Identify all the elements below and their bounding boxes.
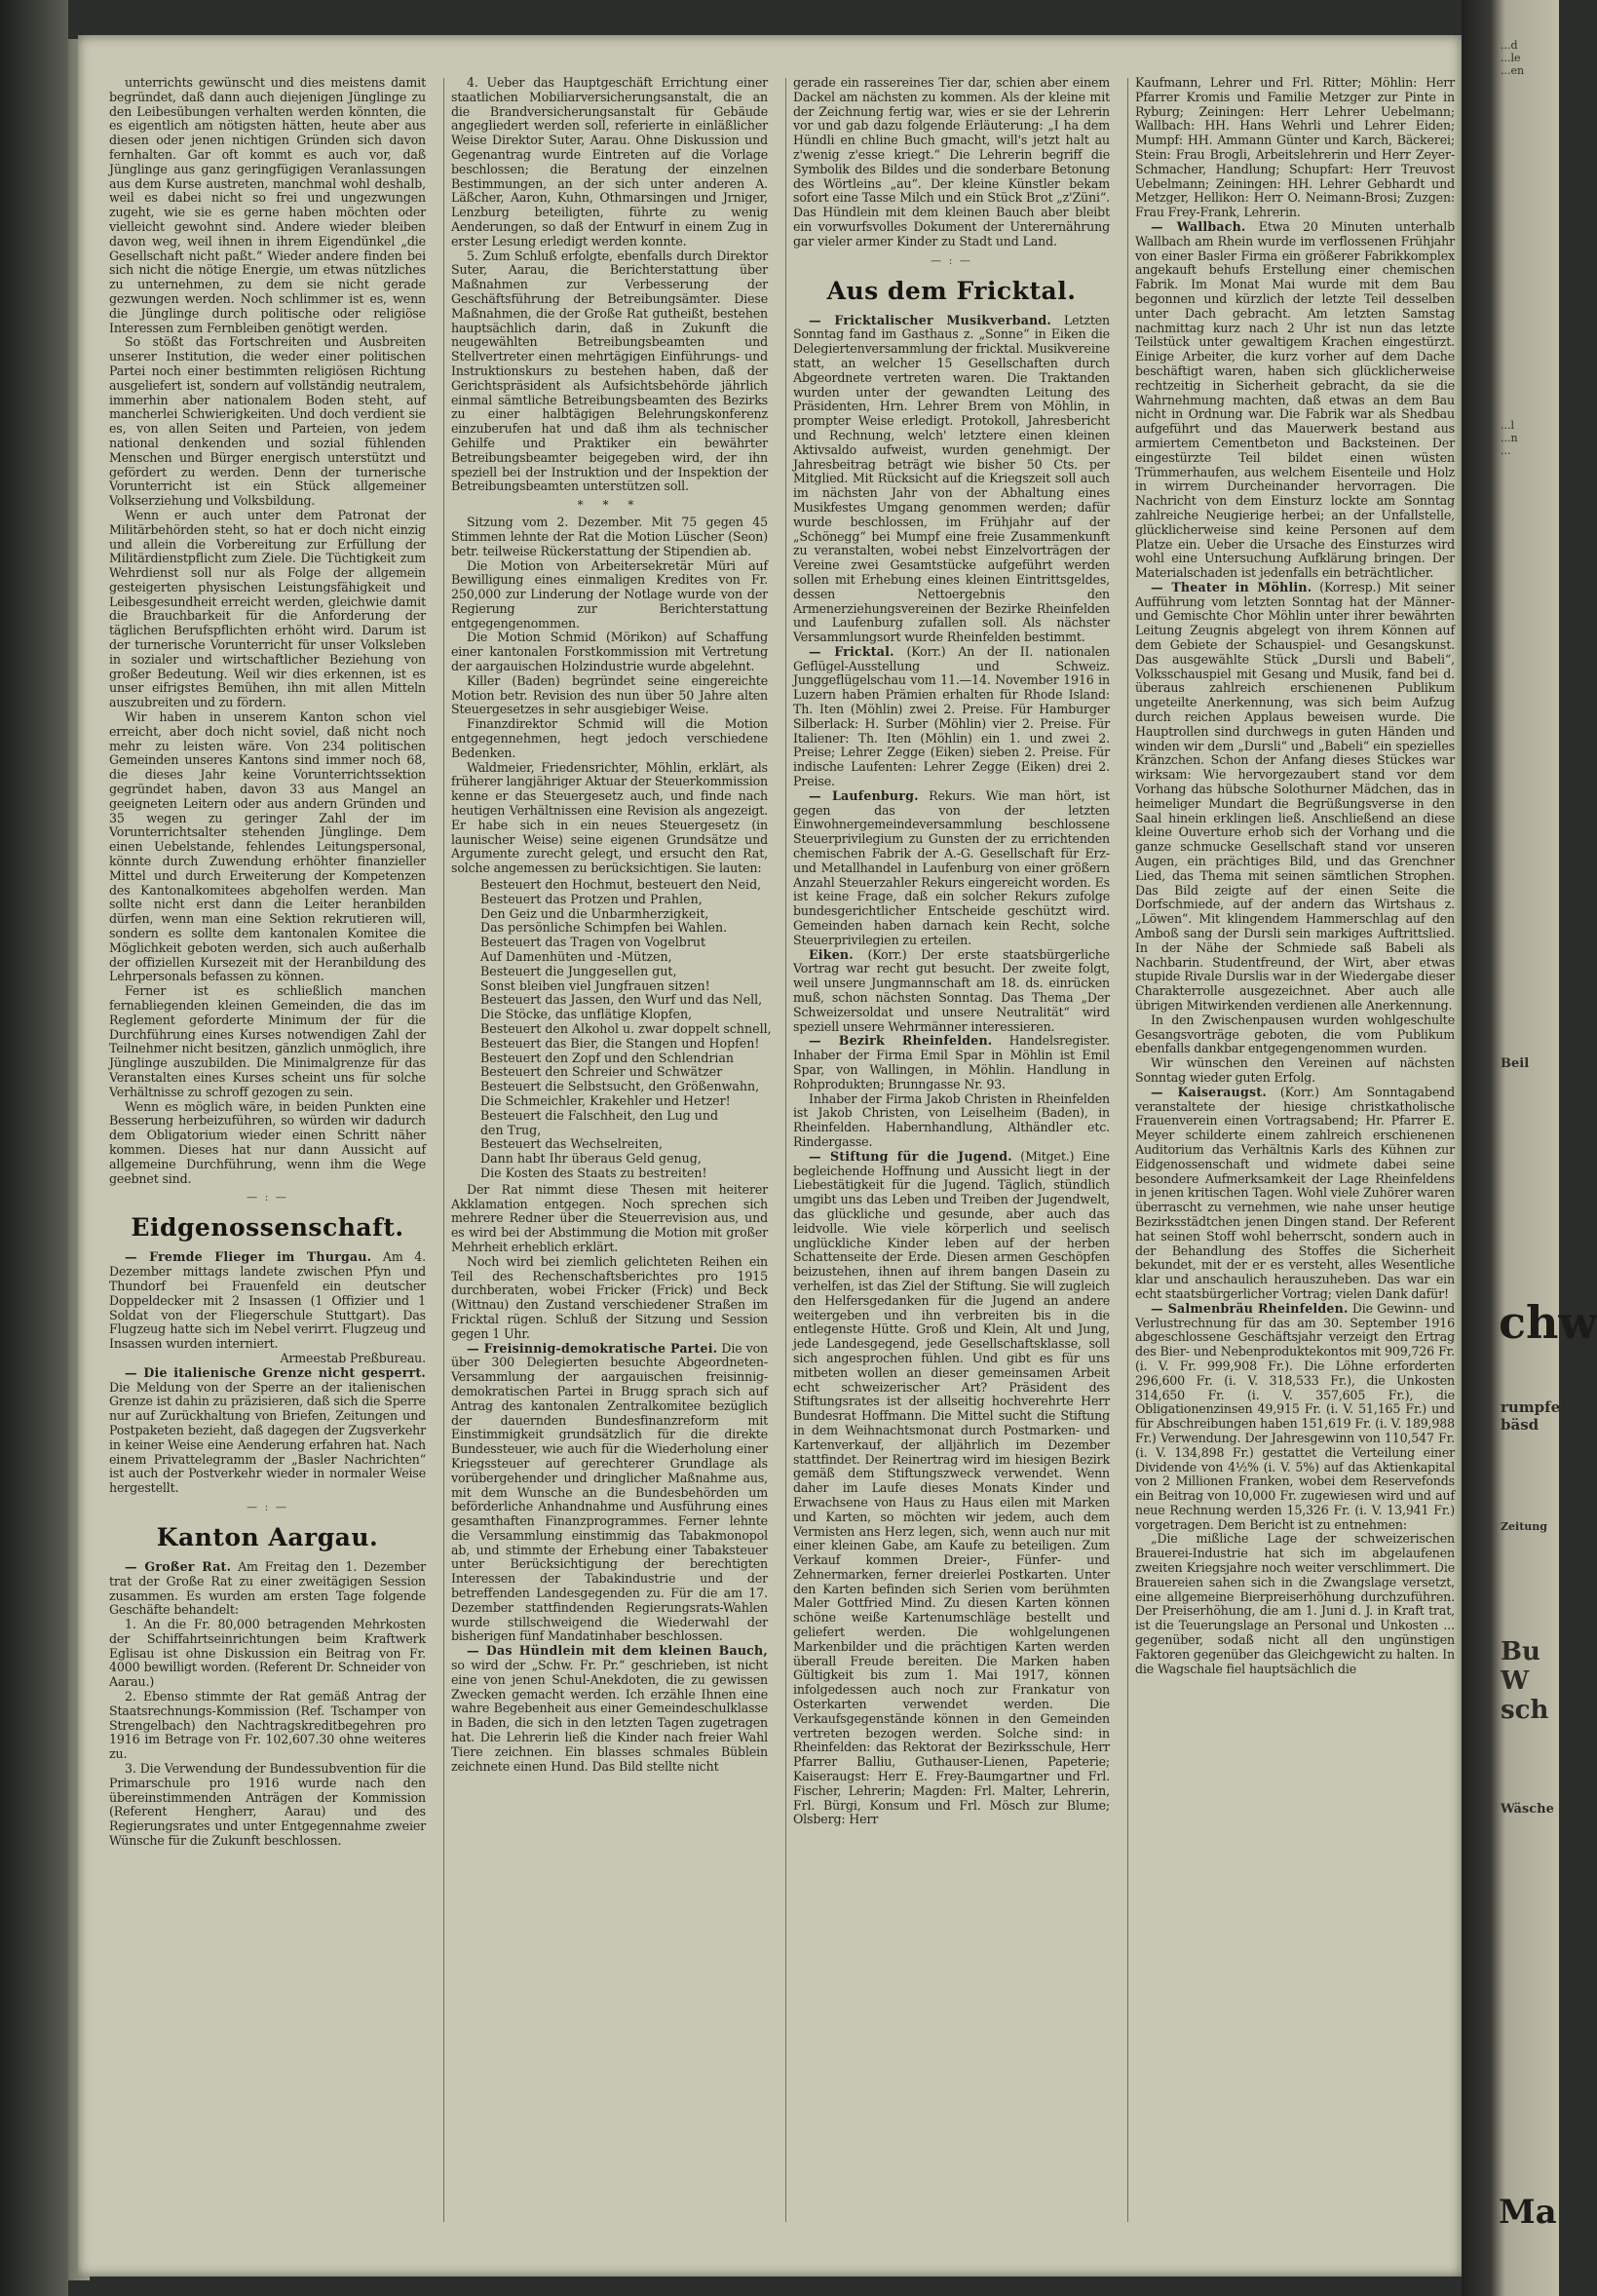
article-paragraph: Inhaber der Firma Jakob Christen in Rheinfelden ist Jakob Christen, von Leiselheim (Baden), in Rheinfelden. Habernhandlung, Althändler etc. Rindergasse. bbox=[793, 1091, 1110, 1149]
column-4 bbox=[1135, 76, 1455, 2235]
article-paragraph: Wenn er auch unter dem Patronat der Militärbehörden steht, so hat er doch nicht einzig und allein die Vorbereitung zur Erfüllung der Militärdienstpflicht zum Ziele. Die Tüchtigkeit zum Wehrdienst soll nur als Folge der allgemein gesteigerten physischen Leistungsfähigkeit und Leibesgesundheit erreicht werden, gleichwie damit die Brauchbarkeit für die Anforderung der täglichen Berufspflichten erhöht wird. Darum ist der turnerische Vorunterricht für unser Volksleben in sozialer und wirtschaftlicher Beziehung von großer Bedeutung. Weil wir dies erkennen, ist es unser eifrigstes Bemühen, ihn mit allen Mitteln auszubreiten und zu fördern. bbox=[109, 507, 426, 710]
article-paragraph bbox=[1135, 220, 1455, 581]
article-lead: — Freisinnig-demokratische Partei. bbox=[467, 1340, 718, 1356]
article-lead: — Theater in Möhlin. bbox=[1151, 579, 1312, 594]
adjacent-text-snippet: rumpfel bäsd bbox=[1501, 1398, 1566, 1434]
adjacent-headline: Bu W sch bbox=[1501, 1637, 1549, 1725]
article-lead: — Fremde Flieger im Thurgau. bbox=[125, 1249, 372, 1265]
article-lead: — Stiftung für die Jugend. bbox=[809, 1148, 1012, 1164]
asterism-separator: * * * bbox=[577, 498, 642, 513]
verse-line: den Trug, bbox=[480, 1122, 542, 1137]
verse-line: Die Stöcke, das unflätige Klopfen, bbox=[480, 1007, 693, 1022]
poem-verse bbox=[480, 877, 772, 1181]
article-paragraph: 3. Die Verwendung der Bundessubvention für die Primarschule pro 1916 wurde nach den übereinstimmenden Anträgen der Kommission (Referent Hengherr, Aarau) und des Regierungsrates und unter Entgegennahme zweier Wünsche für die Zukunft beschlossen. bbox=[109, 1761, 426, 1849]
article-paragraph: 5. Zum Schluß erfolgte, ebenfalls durch Direktor Suter, Aarau, die Berichterstattung über Maßnahmen zur Verbesserung der Geschäftsführung der Betreibungsämter. Diese Maßnahmen, die der Große Rat gutheißt, bestehen hauptsächlich darin, daß in Zukunft die neugewählten Betreibungsbeamten und Stellvertreter einen mehrtägigen Einführungs- und Instruktionskurs zu bestehen haben, daß der Gerichtspräsident als Aufsichtsbehörde jährlich einmal sämtliche Betreibungsbeamten des Bezirks zu einer halbtägigen Belehrungskonferenz einzuberufen hat und daß ihm als technischer Gehilfe und Praktiker ein bewährter Betreibungsbeamter beigegeben wird, der ihn speziell bei der Instruktion und der Inspektion der Betreibungsbeamten unterstützen soll. bbox=[451, 248, 768, 494]
article-lead: — Laufenburg. bbox=[809, 787, 919, 803]
book-binding-edge bbox=[0, 0, 68, 2296]
verse-line: Besteuert den Hochmut, besteuert den Neid, bbox=[480, 877, 762, 893]
article-paragraph bbox=[793, 948, 1110, 1035]
adjacent-page-edge bbox=[1462, 0, 1597, 2296]
article-paragraph: Der Rat nimmt diese Thesen mit heiterer Akklamation entgegen. Noch sprechen sich mehrere Redner über die Steuerrevision aus, und es wird bei der Abstimmung die Motion mit großer Mehrheit erheblich erklärt. bbox=[451, 1181, 768, 1254]
column-3 bbox=[793, 76, 1110, 2235]
article-paragraph: unterrichts gewünscht und dies meistens damit begründet, daß dann auch diejenigen Jünglinge zu den Leibesübungen verhalten werden könnten, die es eigentlich am nötigsten hätten, heute aber aus diesen oder jenen nichtigen Gründen sich davon fernhalten. Gar oft kommt es auch vor, daß Jünglinge aus ganz geringfügigen Veranlassungen aus dem Kurse austreten, manchmal wohl deshalb, weil es dabei nicht so frei und ungezwungen zugeht, wie sie es gerne haben möchten oder vielleicht gewohnt sind. Andere wieder bleiben davon weg, weil ihnen in ihrem Eigendünkel „die Gesellschaft nicht paßt.“ Wieder andere finden bei sich nicht die nötige Energie, um etwas nützliches zu unternehmen, zu dem sie nicht gerade gezwungen werden. Noch schlimmer ist es, wenn die Jünglinge durch politische oder religiöse Interessen zum Fernbleiben genötigt werden. bbox=[109, 75, 426, 335]
verse-line: Besteuert den Alkohol u. zwar doppelt schnell, bbox=[480, 1021, 772, 1036]
article-lead: — Die italienische Grenze nicht gesperrt. bbox=[125, 1364, 426, 1380]
article-paragraph bbox=[1135, 581, 1455, 1014]
verse-line: Besteuert die Junggesellen gut, bbox=[480, 963, 677, 978]
article-paragraph bbox=[793, 314, 1110, 645]
adjacent-text-snippet: ...d ...le ...en bbox=[1501, 39, 1525, 77]
article-body: Die Gewinn- und Verlustrechnung für das am 30. September 1916 abgeschlossene Geschäftsjahr verzeigt den Ertrag des Bier- und Nebenproduktekontos mit 909,726 Fr. (i. V. Fr. 999,908 Fr.). Die Löhne erforderten 296,600 Fr. (i. V. 318,533 Fr.), die Unkosten 314,650 Fr. (i. V. 357,605 Fr.), die Obligationenzinsen 49,915 Fr. (i. V. 51,165 Fr.) und für Abschreibungen haben 151,619 Fr. (i. V. 189,988 Fr.) Verwendung. Der Jahresgewinn von 110,547 Fr. (i. V. 134,898 Fr.) gestattet die Verteilung einer Dividende von 4½% (i. V. 5%) auf das Aktienkapital von 2 Millionen Franken, wobei dem Reservefonds ein Beitrag von 10,000 Fr. zugewiesen wird und auf neue Rechnung werden 15,326 Fr. (i. V. 13,941 Fr.) vorgetragen. Dem Bericht ist zu entnehmen: bbox=[1135, 1300, 1455, 1532]
section-separator: — : — bbox=[931, 253, 972, 267]
adjacent-text-snippet: Beil bbox=[1501, 1056, 1530, 1071]
source-credit: Armeestab Preßbureau. bbox=[280, 1350, 426, 1365]
adjacent-text-snippet: ...l ...n ... bbox=[1501, 419, 1518, 457]
verse-line: Besteuert das Protzen und Prahlen, bbox=[480, 891, 703, 906]
article-paragraph: Sitzung vom 2. Dezember. Mit 75 gegen 45 Stimmen lehnte der Rat die Motion Lüscher (Seon) betr. teilweise Rückerstattung der Stipendien ab. bbox=[451, 515, 768, 558]
article-body: (Korresp.) Mit seiner Aufführung vom letzten Sonntag hat der Männer- und Gemischte Chor Möhlin unter ihrer bewährten Leitung Zeugnis abgelegt von ihrem Können auf dem Gebiete der Schauspiel- und Gesangskunst. Das ausgewählte Stück „Dursli und Babeli“, Volksschauspiel mit Gesang und Musik, fand bei d. überaus zahlreich erschienenen Publikum ungeteilte Anerkennung, was sich beim Aufzug durch reichen Applaus beweisen wurde. Die Hauptrollen sind durchwegs in guten Händen und winden wir dem „Dursli“ und „Babeli“ ein spezielles Kränzchen. Schon der Anfang dieses Stückes war wirksam: Wie hervorgezaubert stand vor dem Vorhang das hübsche Solothurner Mädchen, das in heimeliger Mundart die Begrüßungsverse in den Saal hinein erklingen ließ. Anschließend an diese kleine Ouverture erhob sich der Vorhang und die ganze schmucke Gesellschaft stand vor unseren Augen, ein prächtiges Bild, und das Grenchner Lied, das Thema mit seinen sämtlichen Strophen. Das Bild zeigte auf der einen Seite die Dorfschmiede, auf der andern das Wirtshaus z. „Löwen“. Mit klingendem Hammerschlag auf den Amboß sang der Dursli sein markiges Auftrittslied. In der Nähe der Schmiede saß Babeli als Nachbarin. Studentfreund, der Wirt, aber etwas stupide Rivale Durslis war in der Wiedergabe dieser Charakterrolle ausgezeichnet. Aber auch alle übrigen Mitwirkenden verdienen alle Anerkennung. bbox=[1135, 579, 1455, 1013]
column-rule bbox=[443, 78, 444, 2222]
article-lead: — Großer Rat. bbox=[125, 1558, 232, 1574]
article-paragraph: So stößt das Fortschreiten und Ausbreiten unserer Institution, die weder einer politischen Partei noch einer bestimmten religiösen Richtung ausgeliefert ist, sondern auf vollständig neutralem, immerhin aber nationalem Boden steht, auf mancherlei Schwierigkeiten. Und doch verdient sie es, von allen Seiten und Parteien, von jedem national denkenden und sozial fühlenden Menschen und Bürger energisch unterstützt und gefördert zu werden. Denn der turnerische Vorunterricht ist ein Stück allgemeiner Volkserziehung und Volksbildung. bbox=[109, 334, 426, 509]
article-paragraph: Waldmeier, Friedensrichter, Möhlin, erklärt, als früherer langjähriger Aktuar der Steuerkommission kenne er das Steuergesetz auch, und finde nach heutigen Verhältnissen eine Revision als angezeigt. Er habe sich in ein neues Steuergesetz (in launischer Weise) seine eigenen Grundsätze und Argumente zurecht gelegt, und ersucht den Rat, solche angemessen zu berücksichtigen. Sie lauten: bbox=[451, 759, 768, 876]
article-lead: — Kaiseraugst. bbox=[1151, 1084, 1267, 1099]
article-paragraph bbox=[109, 1250, 426, 1352]
verse-line: Besteuert das Wechselreiten, bbox=[480, 1136, 663, 1152]
verse-line: Die Kosten des Staats zu bestreiten! bbox=[480, 1165, 707, 1180]
section-heading: Aus dem Fricktal. bbox=[826, 276, 1077, 305]
verse-line: Besteuert das Jassen, den Wurf und das Nell, bbox=[480, 992, 763, 1008]
verse-line: Das persönliche Schimpfen bei Wahlen. bbox=[480, 920, 728, 936]
article-paragraph: Wir wünschen den Vereinen auf nächsten Sonntag wieder guten Erfolg. bbox=[1135, 1055, 1455, 1085]
article-paragraph bbox=[793, 645, 1110, 789]
article-body: Etwa 20 Minuten unterhalb Wallbach am Rhein wurde im verflossenen Frühjahr von einer Basler Firma ein größerer Fabrikkomplex angekauft behufs Erstellung einer chemischen Fabrik. Im Monat Mai wurde mit dem Bau begonnen und kürzlich der letzte Teil desselben unter Dach gebracht. Am letzten Samstag nachmittag kurz nach 2 Uhr ist nun das letzte Teilstück unter gewaltigem Krachen eingestürzt. Einige Arbeiter, die kurz vorher auf dem Dache beschäftigt waren, haben sich glücklicherweise rechtzeitig in Sicherheit gebracht, da sie die Wahrnehmung machten, daß etwas an dem Bau nicht in Ordnung war. Die Fabrik war als Shedbau aufgeführt und das Mauerwerk bestand aus armiertem Cementbeton und Backsteinen. Der eingestürzte Teil bildet einen wüsten Trümmerhaufen, aus welchem Eisenteile und Holz in wirrem Durcheinander hervorragen. Die Nachricht von dem Einsturz lockte am Sonntag zahlreiche Neugierige herbei; an der Unfallstelle, glücklicherweise sind keine Personen auf dem Platze ein. Ueber die Ursache des Einsturzes wird wohl eine Untersuchung Aufklärung bringen. Der Materialschaden ist jedenfalls ein beträchtlicher. bbox=[1135, 218, 1455, 581]
column-1 bbox=[109, 76, 426, 2235]
article-lead: — Salmenbräu Rheinfelden. bbox=[1151, 1300, 1349, 1316]
article-paragraph bbox=[1135, 1302, 1455, 1533]
article-paragraph: In den Zwischenpausen wurden wohlgeschulte Gesangsvorträge geboten, die vom Publikum ebenfalls dankbar entgegengenommen wurden. bbox=[1135, 1012, 1455, 1056]
article-body: (Korr.) An der II. nationalen Geflügel-Ausstellung und Schweiz. Junggeflügelschau vom 11.—14. November 1916 in Luzern haben Prämien erhalten für Rhode Island: Th. Iten (Möhlin) zwei 2. Preise. Für Hamburger Silberlack: H. Surber (Möhlin) vier 2. Preise. Für Italiener: Th. Iten (Möhlin) ein 1. und zwei 2. Preise; Lehrer Zegge (Eiken) sieben 2. Preise. Für indische Laufenten: Lehrer Zegge (Eiken) drei 2. Preise. bbox=[793, 643, 1110, 789]
article-lead: Eiken. bbox=[809, 946, 854, 962]
adjacent-headline: Ma bbox=[1499, 2193, 1557, 2232]
adjacent-headline: chw bbox=[1499, 1296, 1597, 1349]
article-paragraph bbox=[451, 1644, 768, 1774]
column-rule bbox=[1127, 78, 1128, 2222]
article-body: Handelsregister. Inhaber der Firma Emil Spar in Möhlin ist Emil Spar, von Wallingen, in Möhlin. Handlung in Rohprodukten; Brunngasse Nr. 93. bbox=[793, 1033, 1110, 1091]
article-lead: — Wallbach. bbox=[1151, 218, 1246, 234]
article-body: Am 4. Dezember mittags landete zwischen Pfyn und Thundorf bei Frauenfeld ein deutscher Doppeldecker mit 2 Insassen (1 Offizier und 1 Soldat von der Fliegerschule Stuttgart). Das Flugzeug hatte sich im Nebel verirrt. Flugzeug und Insassen wurden interniert. bbox=[109, 1249, 426, 1352]
article-paragraph bbox=[793, 789, 1110, 948]
article-paragraph bbox=[793, 1150, 1110, 1827]
article-body: Rekurs. Wie man hört, ist gegen das von der letzten Einwohnergemeindeversammlung beschlossene Steuerprivilegium zu Gunsten der zu errichtenden chemischen Fabrik der A.-G. Gesellschaft für Erz- und Metallhandel in Laufenburg von einer größern Anzahl Steuerzahler Rekurs eingereicht worden. Es ist keine Frage, daß ein solcher Rekurs zufolge bundesgerichtlicher Entscheide geschützt wird. Gemeinden haben darnach kein Recht, solche Steuerprivilegien zu erteilen. bbox=[793, 787, 1111, 947]
article-paragraph: Die Motion von Arbeitersekretär Müri auf Bewilligung eines einmaligen Kredites von Fr. 250,000 zur Linderung der Notlage wurde von der Regierung zur Berichterstattung entgegengenommen. bbox=[451, 557, 768, 631]
article-paragraph: Die Motion Schmid (Mörikon) auf Schaffung einer kantonalen Forstkommission mit Vertretung der aargauischen Holzindustrie wurde abgelehnt. bbox=[451, 630, 768, 674]
article-paragraph: „Die mißliche Lage der schweizerischen Brauerei-Industrie hat sich im abgelaufenen zweiten Kriegsjahre noch weiter verschlimmert. Die Brauereien sahen sich in die Zwangslage versetzt, eine allgemeine Bierpreiserhöhung durchzuführen. Der Preiserhöhung, die am 1. Juni d. J. in Kraft trat, ist die Teuerungslage an Personal und Unkosten ... gegenüber, sodaß nicht all den ungünstigen Faktoren gegenüber das Gleichgewicht zu halten. In die Wagschale fiel hauptsächlich die bbox=[1135, 1531, 1455, 1676]
section-separator: — : — bbox=[247, 1191, 288, 1205]
verse-line: Besteuert den Schreier und Schwätzer bbox=[480, 1064, 723, 1080]
article-paragraph: Killer (Baden) begründet seine eingereichte Motion betr. Revision des nun über 50 Jahre alten Steuergesetzes in sehr ausgiebiger Weise. bbox=[451, 672, 768, 717]
article-paragraph: Finanzdirektor Schmid will die Motion entgegennehmen, hegt jedoch verschiedene Bedenken. bbox=[451, 716, 768, 760]
article-paragraph bbox=[793, 1034, 1110, 1091]
column-rule bbox=[785, 78, 786, 2222]
article-lead: — Fricktal. bbox=[809, 643, 894, 659]
section-separator: — : — bbox=[247, 1500, 288, 1513]
article-body: Die Meldung von der Sperre an der italienischen Grenze ist dahin zu präzisieren, daß sich die Sperre nur auf Zurückhaltung von Briefen, Zeitungen und Postpaketen bezieht, daß dagegen der Zugsverkehr in keiner Weise eine Aenderung erfahren hat. Nach einem Privattelegramm der „Basler Nachrichten“ ist auch der Postverkehr wieder in normaler Weise hergestellt. bbox=[109, 1379, 426, 1496]
adjacent-text-snippet: Wäsche bbox=[1501, 1802, 1554, 1817]
verse-line: Besteuert die Falschheit, den Lug und bbox=[480, 1107, 719, 1123]
article-paragraph: 1. An die Fr. 80,000 betragenden Mehrkosten der Schiffahrtseinrichtungen beim Kraftwerk Eglisau ist ohne Diskussion ein Beitrag von Fr. 4000 bewilligt worden. (Referent Dr. Schneider von Aarau.) bbox=[109, 1617, 426, 1690]
article-paragraph: Ferner ist es schließlich manchen fernabliegenden kleinen Gemeinden, die das im Reglement geforderte Minimum der für die Durchführung eines Kurses notwendigen Zahl der Teilnehmer nicht besitzen, gänzlich unmöglich, ihre Jünglinge auszubilden. Die Minimalgrenze für das Veranstalten eines Kurses scheint uns für solche Verhältnisse zu schroff gezogen zu sein. bbox=[109, 983, 426, 1099]
article-paragraph: 2. Ebenso stimmte der Rat gemäß Antrag der Staatsrechnungs-Kommission (Ref. Tschamper von Strengelbach) den Nachtragskreditbegehren pro 1916 im Betrage von Fr. 102,607.30 ohne weiteres zu. bbox=[109, 1689, 426, 1762]
article-body: (Korr.) Der erste staatsbürgerliche Vortrag war recht gut besucht. Der zweite folgt, weil unsere Jungmannschaft am 18. ds. einrücken muß, schon nächsten Sonntag. Das Thema „Der Schweizersoldat und unsere Neutralität“ wird speziell unsere Wehrmänner interessieren. bbox=[793, 946, 1110, 1034]
article-paragraph: Wenn es möglich wäre, in beiden Punkten eine Besserung herbeizuführen, so würden wir dadurch dem Obligatorium wieder einen Schritt näher kommen. Dieses hat nur dann Aussicht auf allgemeine Durchführung, wenn ihm die Wege geebnet sind. bbox=[109, 1098, 426, 1186]
column-2 bbox=[451, 75, 772, 2235]
verse-line: Besteuert das Tragen von Vogelbrut bbox=[480, 935, 706, 950]
article-body: (Mitget.) Eine begleichende Hoffnung und Aussicht liegt in der Liebestätigkeit für die Jugend. Täglich, stündlich umgibt uns das Leben und Treiben der Jugendwelt, das glückliche und gesunde, aber auch das leidvolle. Wie viele körperlich und seelisch unglückliche Kinder leben auf der herben Schattenseite der Erde. Diesen armen Geschöpfen beizustehen, ihnen auf ihrem bangen Dasein zu verhelfen, ist das Ziel der Stiftung. Sie will zugleich den Helfersgedanken für die Jugend an andere weitergeben und ihn verbreiten bis in die entlegenste Hütte. Groß und Klein, Alt und Jung, jede Landesgegend, jede Gesellschaftsklasse, soll sich angesprochen fühlen. Und gibt es für uns mitbeten wollen an dieser gemeinsamen Arbeit echt schweizerischer Art? Präsident des Stiftungsrates ist der allseitig hochverehrte Herr Bundesrat Hoffmann. Die Mittel sucht die Stiftung in dem Weihnachtsmonat durch Postmarken- und Kartenverkauf, der alljährlich im Dezember stattfindet. Der Reinertrag wird im hiesigen Bezirk gemäß dem Stiftungszweck verwendet. Wenn daher im Laufe dieses Monats Kinder und Erwachsene von Haus zu Haus eilen mit Marken und Karten, so möchten wir jedem, auch dem Vermisten ans Herz legen, sich, wenn auch nur mit einer kleinen Gabe, am Kaufe zu beteiligen. Zum Verkauf kommen Dreier-, Fünfer- und Zehnermarken, ferner dreierlei Postkarten. Unter den Karten befinden sich Serien vom berühmten Maler Gottfried Mind. Zu diesen Karten können schöne weiße Kartenumschläge bestellt und geliefert werden. Die wohlgelungenen Markenbilder und die prächtigen Karten werden überall Freude bereiten. Die Marken haben Gültigkeit bis zum 1. Mai 1917, können infolgedessen auch noch zur Frankatur von Osterkarten verwendet werden. Die Verkaufsgegenstände können in den Gemeinden vertreten bezogen werden. Solche sind: in Rheinfelden: das Rektorat der Bezirksschule, Herr Pfarrer Balliu, Guthauser-Lienen, Papeterie; Kaiseraugst: Herr E. Frey-Baumgartner und Frl. Fischer, Lehrerin; Magden: Frl. Malter, Lehrerin, Frl. Bürgi, Konsum und Frl. Mösch zur Blume; Olsberg: Herr bbox=[793, 1148, 1110, 1827]
article-paragraph bbox=[1135, 1086, 1455, 1302]
article-body: (Korr.) Am Sonntagabend veranstaltete der hiesige christkatholische Frauenverein einen Vortragsabend; Hr. Pfarrer E. Meyer schilderte einem zahlreich erschienenen Auditorium das Verhältnis Karls des Kühnen zur Eidgenossenschaft und widmete dabei seine besondere Aufmerksamkeit der Lage Rheinfeldens in jenen kritischen Tagen. Wohl viele Zuhörer waren überrascht zu vernehmen, wie nahe unser heutige Bezirksstädtchen jenen Dingen stand. Der Referent hat seinen Stoff wohl beherrscht, sondern auch in der Behandlung des Stoffes die Sicherheit bekundet, mit der er es versteht, alles Wesentliche klar und anschaulich herauszuheben. Das war ein echt staatsbürgerlicher Vortrag; vielen Dank dafür! bbox=[1135, 1084, 1455, 1301]
adjacent-text-snippet: Zeitung bbox=[1501, 1520, 1547, 1533]
verse-line: Die Schmeichler, Krakehler und Hetzer! bbox=[480, 1092, 731, 1108]
verse-line: Den Geiz und die Unbarmherzigkeit, bbox=[480, 905, 709, 921]
article-paragraph: gerade ein rassereines Tier dar, schien aber einem Dackel am nächsten zu kommen. Als der kleine mit der Zeichnung fertig war, wies er sie der Lehrerin vor und gab dazu folgende Erläuterung: „I ha dem Hündli en chline Buch gmacht, will's jetzt halt au z'wenig z'esse kriegt.“ Die Lehrerin begriff die Symbolik des Bildes und die sonderbare Betonung des Wörtleins „au“. Der kleine Künstler bekam sofort eine Tasse Milch und ein Stück Brot „z'Züni“. Das Hündlein mit dem kleinen Bauch aber bleibt ein vorwurfsvolles Dokument der Unterernährung gar vieler armer Kinder zu Stadt und Land. bbox=[793, 75, 1110, 249]
article-paragraph: Wir haben in unserem Kanton schon viel erreicht, aber doch nicht soviel, daß nicht noch mehr zu leisten wäre. Von 234 politischen Gemeinden unseres Kantons sind immer noch 68, die dieses Jahr keine Vorunterrichtssektion gegründet haben, davon 33 aus Mangel an geeigneten Leitern oder aus andern Gründen und 35 wegen zu geringer Zahl der im Vorunterrichtsalter stehenden Jünglinge. Dem einen Uebelstande, fehlendes Leitungspersonal, könnte durch Zuwendung erhöhter finanzieller Mittel und durch Erweiterung der Kompetenzen des Kantonalkomitees abgeholfen werden. Man sollte nicht erst dann die Leiter heranbilden dürfen, wenn man eine Sektion rekrutieren will, sondern es sollte dem kantonalen Komitee die Möglichkeit geboten werden, sich auch außerhalb der offiziellen Kursezeit mit der Heranbildung des Lehrpersonals befassen zu können. bbox=[109, 709, 426, 984]
article-lead: — Bezirk Rheinfelden. bbox=[809, 1033, 993, 1049]
section-heading: Kanton Aargau. bbox=[156, 1522, 379, 1551]
article-body: Am Freitag den 1. Dezember trat der Große Rat zu einer zweitägigen Session zusammen. Es wurden am ersten Tage folgende Geschäfte behandelt: bbox=[109, 1558, 426, 1618]
verse-line: Besteuert die Selbstsucht, den Größenwahn, bbox=[480, 1079, 760, 1094]
article-paragraph: Noch wird bei ziemlich gelichteten Reihen ein Teil des Rechenschaftsberichtes pro 1915 durchberaten, wobei Fricker (Frick) und Beck (Wittnau) den Zustand verschiedener Straßen im Fricktal rügen. Schluß der Sitzung und Session gegen 1 Uhr. bbox=[451, 1253, 768, 1341]
article-body: so wird der „Schw. Fr. Pr.“ geschrieben, ist nicht eine von jenen Schul-Anekdoten, die zu gewissen Zwecken gemacht werden. Ich erzähle Ihnen eine wahre Begebenheit aus einer Gemeindeschulklasse in Baden, die sich in den letzten Tagen zugetragen hat. Die Lehrerin ließ die Kinder nach freier Wahl Tiere zeichnen. Ein blasses schmales Büblein zeichnete einen Hund. Das Bild stellte nicht bbox=[451, 1658, 768, 1774]
article-lead: — Fricktalischer Musikverband. bbox=[809, 312, 1052, 327]
verse-line: Auf Damenhüten und -Mützen, bbox=[480, 949, 672, 965]
article-paragraph: Kaufmann, Lehrer und Frl. Ritter; Möhlin: Herr Pfarrer Kromis und Familie Metzger zur Pinte in Ryburg; Zeiningen: Herr Lehrer Uebelmann; Wallbach: HH. Hans Wehrli und Lehrer Eiden; Mumpf: HH. Ammann Günter und Karch, Bäckerei; Stein: Frau Brogli, Arbeitslehrerin und Herr Zeyer-Schmacher, Handlung; Schupfart: Herr Treuvost Uebelmann; Zeiningen: HH. Lehrer Gebhardt und Metzger, Hellikon: Herr O. Neimann-Brosi; Zuzgen: Frau Frey-Frank, Lehrerin. bbox=[1135, 75, 1455, 220]
article-lead: — Das Hündlein mit dem kleinen Bauch, bbox=[467, 1643, 768, 1659]
article-body: Letzten Sonntag fand im Gasthaus z. „Sonne“ in Eiken die Delegiertenversammlung der fricktal. Musikvereine statt, an welcher 15 Gesellschaften durch Abgeordnete vertreten waren. Die Traktanden wurden unter der gewandten Leitung des Präsidenten, Hrn. Lehrer Brem von Möhlin, in prompter Weise erledigt. Protokoll, Jahresbericht und Rechnung, welch' letztere einen kleinen Aktivsaldo aufweist, wurden genehmigt. Der Jahresbeitrag beträgt wie bisher 50 Cts. per Mitglied. Mit Rücksicht auf die Kriegszeit soll auch im nächsten Jahr von der Abhaltung eines Musikfestes Umgang genommen werden; dafür wurde beschlossen, im Frühjahr auf der „Schönegg“ bei Mumpf eine freie Zusammenkunft zu veranstalten, wobei nebst Einzelvorträgen der Vereine zwei Gesamtstücke aufgeführt werden sollen mit Erhebung eines kleinen Eintrittsgeldes, dessen Nettoergebnis den Armenerziehungsvereinen der Bezirke Rheinfelden und Laufenburg zufallen soll. Als nächster Versammlungsort wurde Rheinfelden bestimmt. bbox=[793, 312, 1110, 645]
verse-line: Sonst bleiben viel Jungfrauen sitzen! bbox=[480, 977, 710, 993]
section-heading: Eidgenossenschaft. bbox=[131, 1213, 404, 1243]
verse-line: Dann habt Ihr überaus Geld genug, bbox=[480, 1151, 702, 1167]
article-paragraph bbox=[451, 1342, 768, 1645]
verse-line: Besteuert den Zopf und den Schlendrian bbox=[480, 1050, 735, 1065]
article-body: Die von über 300 Delegierten besuchte Abgeordneten-Versammlung der aargauischen freisinnig-demokratischen Partei in Brugg sprach sich auf Antrag des kantonalen Zentralkomitee bezüglich der dauernden Bundesfinanzreform mit Einstimmigkeit grundsätzlich für die direkte Bundessteuer, wie auch für die Wiederholung einer Kriegssteuer auf gerechterer Grundlage als vorübergehender und dringlicher Maßnahme aus, mit dem Wunsche an die Bundesbehörden um beförderliche Anhandnahme und Ausführung eines gesamthaften Finanzprogrammes. Ferner lehnte die Versammlung einstimmig das Tabakmonopol ab, und stimmte der Erhebung einer Tabaksteuer unter Berücksichtigung der berechtigten Interessen der Tabakindustrie und der betreffenden Landesgegenden zu. Für die am 17. Dezember stattfindenden Regierungsrats-Wahlen wurde stillschweigend die Wiederwahl der bisherigen fünf Mandatinhaber beschlossen. bbox=[451, 1340, 768, 1644]
article-paragraph: 4. Ueber das Hauptgeschäft Errichtung einer staatlichen Mobiliarversicherungsanstalt, die an die Brandversicherungsanstalt für Gebäude angegliedert werden soll, referierte in einläßlicher Weise Direktor Suter, Aarau. Ohne Diskussion und Gegenantrag wurde Eintreten auf die Vorlage beschlossen; die Beratung der einzelnen Bestimmungen, an der sich unter anderen A. Läßcher, Aaron, Kuhn, Othmarsingen und Jrniger, Lenzburg beteiligten, führte zu wenig Aenderungen, so daß der Entwurf in einem Zug in erster Lesung erledigt werden konnte. bbox=[451, 75, 768, 249]
verse-line: Besteuert das Bier, die Stangen und Hopfen! bbox=[480, 1035, 760, 1051]
article-paragraph bbox=[109, 1366, 426, 1496]
article-paragraph bbox=[109, 1560, 426, 1618]
